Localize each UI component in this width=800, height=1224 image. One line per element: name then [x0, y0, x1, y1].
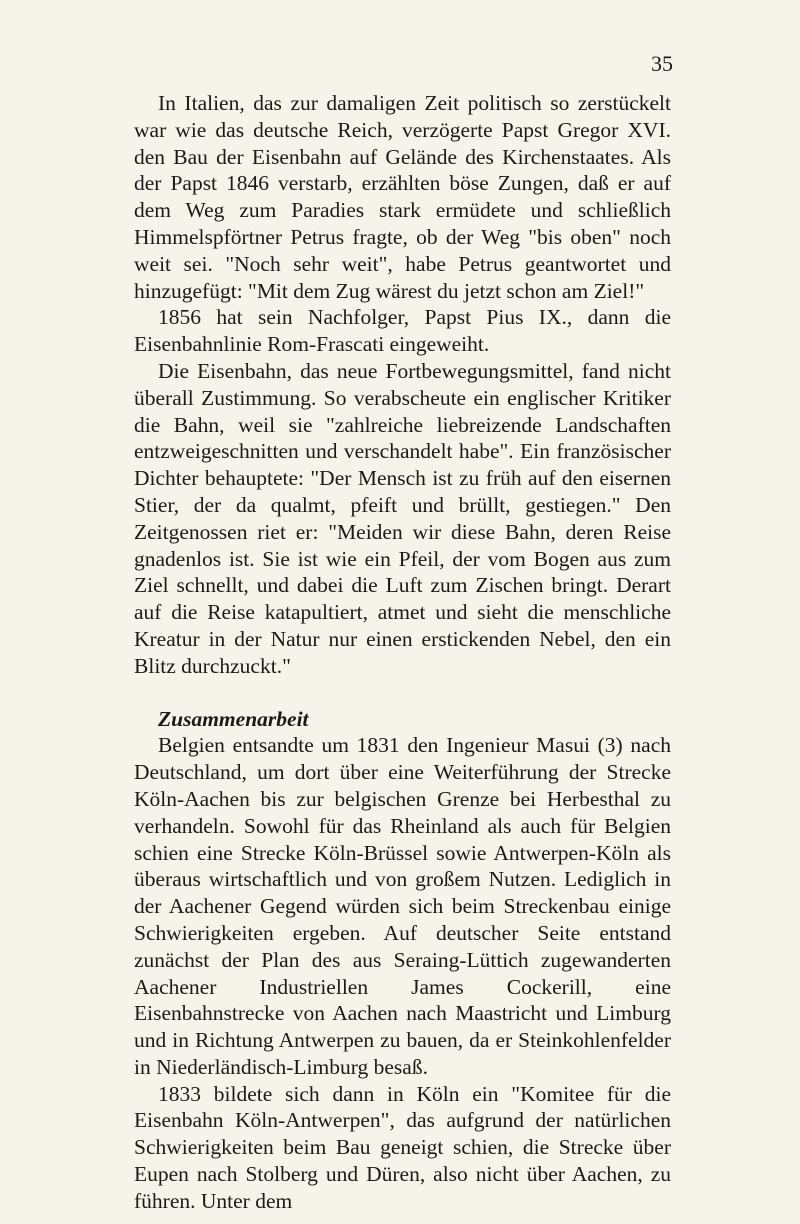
page-number: 35 — [651, 51, 673, 76]
paragraph-cologne-committee: 1833 bildete sich dann in Köln ein "Komitee für die Eisenbahn Köln-Antwerpen", das aufgrund der natürlichen Schwierigkeiten beim Bau geneigt schien, die Strecke über Eupen nach Stolberg und Düren, also nicht über Aachen, zu führen. Unter dem — [134, 1081, 671, 1213]
text-column — [134, 90, 671, 1215]
paragraph-italy-papal-states: In Italien, das zur damaligen Zeit politisch so zerstückelt war wie das deutsche Reich, verzögerte Papst Gregor XVI. den Bau der Eisenbahn auf Gelände des Kirchenstaates. Als der Papst 1846 verstarb, erzählten böse Zungen, daß er auf dem Weg zum Paradies stark ermüdete und schließlich Himmelspförtner Petrus fragte, ob der Weg "bis oben" noch weit sei. "Noch sehr weit", habe Petrus geantwortet und hinzugefügt: "Mit dem Zug wärest du jetzt schon am Ziel!" — [134, 91, 671, 303]
paragraph-belgian-negotiations: Belgien entsandte um 1831 den Ingenieur Masui (3) nach Deutschland, um dort über eine Weiterführung der Strecke Köln-Aachen bis zur belgischen Grenze bei Herbesthal zu verhandeln. Sowohl für das Rheinland als auch für Belgien schien eine Strecke Köln-Brüssel sowie Antwerpen-Köln als überaus wirtschaftlich und von großem Nutzen. Lediglich in der Aachener Gegend würden sich beim Streckenbau einige Schwierigkeiten ergeben. Auf deutscher Seite entstand zunächst der Plan des aus Seraing-Lüttich zugewanderten Aachener Industriellen James Cockerill, eine Eisenbahnstrecke von Aachen nach Maastricht und Limburg und in Richtung Antwerpen zu bauen, da er Steinkohlenfelder in Niederländisch-Limburg besaß. — [134, 733, 671, 1079]
paragraph-criticism-of-railway: Die Eisenbahn, das neue Fortbewegungsmittel, fand nicht überall Zustimmung. So verabscheute ein englischer Kritiker die Bahn, weil sie "zahlreiche liebreizende Landschaften entzweigeschnitten und verschandelt habe". Ein französischer Dichter behauptete: "Der Mensch ist zu früh auf den eisernen Stier, der da qualmt, pfeift und brüllt, gestiegen." Den Zeitgenossen riet er: "Meiden wir diese Bahn, deren Reise gnadenlos ist. Sie ist wie ein Pfeil, der vom Bogen aus zum Ziel schnellt, und dabei die Luft zum Zischen bringt. Derart auf die Reise katapultiert, atmet und sieht die menschliche Kreatur in der Natur nur einen erstickenden Nebel, den ein Blitz durchzuckt." — [134, 358, 671, 678]
paragraph-pius-ix: 1856 hat sein Nachfolger, Papst Pius IX., dann die Eisenbahnlinie Rom-Frascati eingeweiht. — [134, 305, 671, 357]
section-heading: Zusammenarbeit — [158, 706, 309, 731]
